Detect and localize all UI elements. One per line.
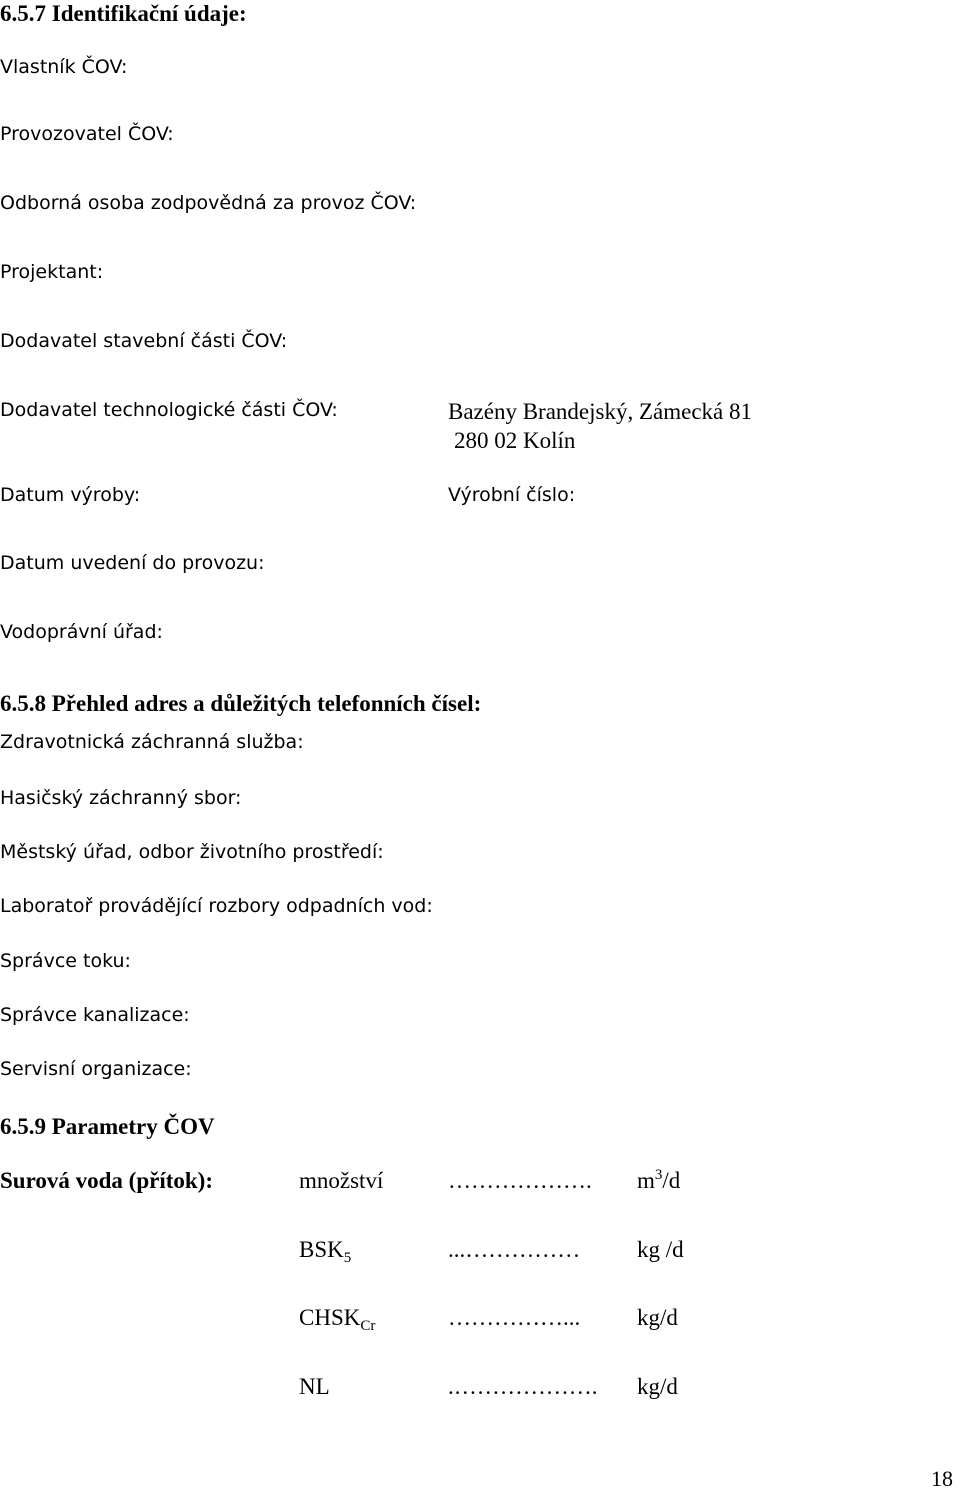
raw-water-label: Surová voda (přítok): [0, 1168, 213, 1193]
param-name: množství [299, 1168, 384, 1193]
contact-item: Servisní organizace: [0, 1058, 192, 1080]
production-date-label: Datum výroby: [0, 484, 141, 506]
contact-item: Hasičský záchranný sbor: [0, 787, 242, 809]
commissioning-date-label: Datum uvedení do provozu: [0, 552, 265, 574]
contact-item: Městský úřad, odbor životního prostředí: [0, 841, 384, 863]
contact-item: Zdravotnická záchranná služba: [0, 731, 304, 753]
param-unit: kg/d [637, 1374, 678, 1399]
param-value-placeholder: ………………. [448, 1168, 592, 1193]
serial-number-label: Výrobní číslo: [448, 484, 576, 506]
param-name: NL [299, 1374, 330, 1399]
designer-label: Projektant: [0, 261, 104, 283]
contact-item: Správce toku: [0, 950, 131, 972]
owner-label: Vlastník ČOV: [0, 56, 128, 78]
section-heading-identification: 6.5.7 Identifikační údaje: [0, 1, 247, 26]
param-unit: kg /d [637, 1237, 684, 1262]
param-name: $CHSK_{Cr}$ [299, 1305, 376, 1334]
tech-supplier-address: Bazény Brandejský, Zámecká 81 [448, 399, 752, 424]
responsible-person-label: Odborná osoba zodpovědná za provoz ČOV: [0, 192, 417, 214]
water-authority-label: Vodoprávní úřad: [0, 621, 163, 643]
section-heading-parameters: 6.5.9 Parametry ČOV [0, 1114, 215, 1139]
page-number: 18 [931, 1466, 953, 1491]
contact-item: Laboratoř provádějící rozbory odpadních vod: [0, 895, 433, 917]
section-heading-contacts: 6.5.8 Přehled adres a důležitých telefonních čísel: [0, 691, 482, 716]
construction-supplier-label: Dodavatel stavební části ČOV: [0, 330, 288, 352]
tech-supplier-label: Dodavatel technologické části ČOV: [0, 399, 338, 421]
param-value-placeholder: ……………... [448, 1305, 581, 1330]
tech-supplier-city: 280 02 Kolín [454, 428, 576, 453]
contact-item: Správce kanalizace: [0, 1004, 190, 1026]
param-unit: $m^3/d$ [637, 1167, 681, 1193]
param-unit: kg/d [637, 1305, 678, 1330]
operator-label: Provozovatel ČOV: [0, 123, 174, 145]
param-value-placeholder: .………………. [448, 1374, 598, 1399]
param-value-placeholder: ...…………… [448, 1237, 581, 1262]
param-name: $BSK_5$ [299, 1237, 352, 1266]
